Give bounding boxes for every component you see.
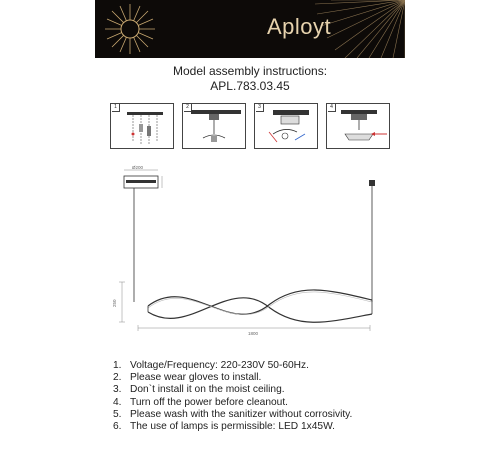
canopy (124, 165, 162, 188)
canopy-dimension: Ø200 (132, 165, 144, 170)
brand-name: Aployt (267, 14, 332, 39)
sun-logo-icon (95, 0, 405, 58)
instruction-text: Don`t install it on the moist ceiling. (130, 384, 285, 396)
lamp-dimension-diagram (110, 162, 390, 342)
bracket-install-icon (183, 104, 247, 150)
instruction-text: Please wear gloves to install. (130, 372, 262, 384)
right-connector (369, 180, 375, 186)
instruction-item (113, 397, 352, 409)
step-panel-2 (182, 103, 246, 149)
brand-banner (95, 0, 405, 58)
led-wave-body (148, 290, 372, 322)
step-number: 1 (112, 104, 120, 112)
instruction-number: 4. (113, 396, 122, 408)
instruction-text: Turn off the power before cleanout. (130, 396, 289, 408)
ceiling-mount-icon (111, 104, 175, 150)
instruction-item (113, 384, 352, 396)
instruction-item (113, 372, 352, 384)
step-number: 2 (184, 104, 192, 112)
step-panel-1 (110, 103, 174, 149)
width-dimension: 1800 (248, 331, 259, 336)
instruction-number: 2. (113, 372, 122, 384)
instruction-text: Please wash with the sanitizer without corrosivity. (130, 408, 353, 420)
instruction-item (113, 421, 352, 433)
instruction-number: 1. (113, 360, 122, 371)
instruction-text: The use of lamps is permissible: LED 1x45W. (130, 420, 335, 432)
instruction-item (113, 360, 352, 372)
canopy-cover-icon (327, 104, 391, 150)
step-number: 3 (256, 104, 264, 112)
instruction-item (113, 409, 352, 421)
instructions-list (113, 360, 352, 433)
step-panel-4 (326, 103, 390, 149)
instruction-text: Voltage/Frequency: 220-230V 50-60Hz. (130, 360, 309, 371)
instruction-number: 5. (113, 408, 122, 420)
document-title: Model assembly instructions: (172, 64, 328, 78)
instruction-number: 6. (113, 420, 122, 432)
instruction-number: 3. (113, 384, 122, 396)
model-number: APL.783.03.45 (210, 79, 290, 93)
step-number: 4 (328, 104, 336, 112)
wiring-connect-icon (255, 104, 319, 150)
step-panel-3 (254, 103, 318, 149)
assembly-steps (110, 103, 390, 151)
height-dimension: 250 (112, 299, 117, 307)
